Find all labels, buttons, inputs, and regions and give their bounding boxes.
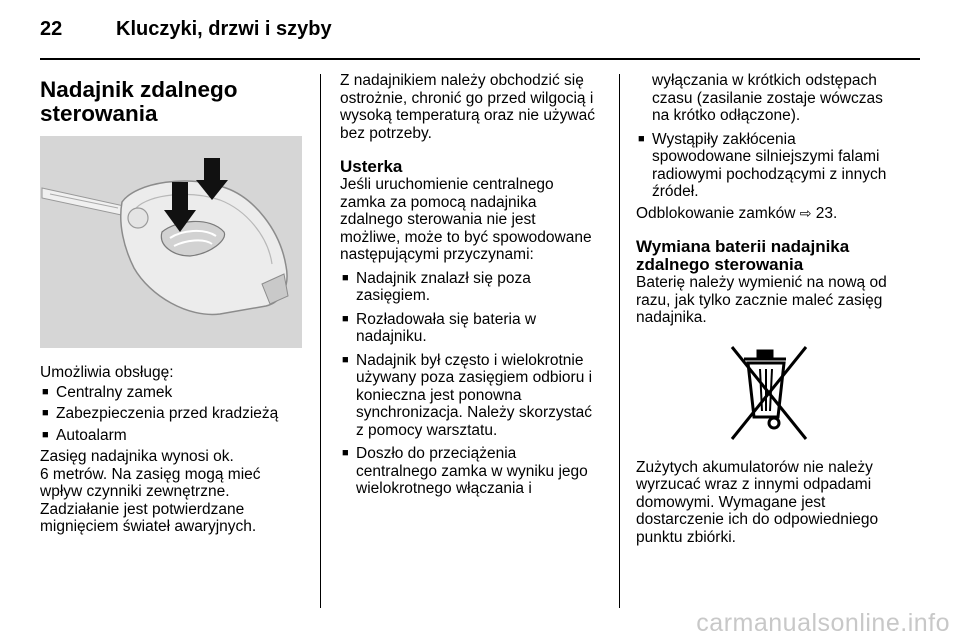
text-line: wpływ czynniki zewnętrzne.	[40, 483, 230, 500]
care-paragraph	[340, 72, 606, 142]
continued-list-text	[636, 72, 902, 125]
text-line: z pomocy warsztatu.	[356, 421, 498, 439]
text-line: wyrzucać wraz z innymi odpadami	[636, 476, 872, 493]
text-line: na krótko odłączone).	[652, 107, 801, 124]
fault-paragraph	[340, 176, 606, 264]
text-line: Nadajnik był często i wielokrotnie	[356, 351, 584, 369]
disposal-paragraph	[636, 459, 902, 547]
text-line: Zasięg nadajnika wynosi ok.	[40, 448, 234, 465]
text-line: Baterię należy wymienić na nową od	[636, 274, 887, 291]
intro-text: Umożliwia obsługę:	[40, 364, 174, 381]
text-line: mignięciem świateł awaryjnych.	[40, 518, 257, 535]
text-line: Rozładowała się bateria w	[356, 310, 537, 328]
battery-heading	[636, 238, 902, 274]
text-line: zdalnego sterowania nie jest	[340, 211, 536, 228]
weee-symbol	[714, 341, 824, 445]
text-line: konieczna jest ponowna	[356, 386, 522, 404]
section-title-line2: sterowania	[40, 101, 158, 126]
remote-key-illustration	[40, 136, 302, 348]
text-line: wysoką temperaturą oraz nie używać	[340, 107, 596, 124]
feature-list	[40, 384, 306, 445]
text-line: źródeł.	[652, 183, 699, 200]
list-item: ■ Autoalarm	[40, 427, 306, 445]
list-item	[340, 352, 606, 440]
text-line: 6 metrów. Na zasięg mogą mieć	[40, 465, 261, 483]
text-line: wielokrotnego włączania i	[356, 480, 532, 497]
fault-heading: Usterka	[340, 157, 403, 176]
chapter-title: Kluczyki, drzwi i szyby	[116, 18, 332, 40]
text-line: dostarczenie ich do odpowiedniego	[636, 511, 879, 528]
page-reference-link[interactable]: 23.	[815, 204, 838, 222]
text-line: domowymi. Wymagane jest	[636, 493, 826, 511]
list-item: ■ Centralny zamek	[40, 384, 306, 402]
text-line: Jeśli uruchomienie centralnego	[340, 176, 554, 193]
text-line: możliwe, może to być spowodowane	[340, 228, 592, 246]
text-line: zasięgiem.	[356, 287, 431, 304]
text-line: zamka za pomocą nadajnika	[340, 193, 537, 211]
text-line: ostrożnie, chronić go przed wilgocią i	[340, 89, 594, 107]
column-1	[40, 72, 306, 536]
list-item	[340, 311, 606, 346]
text-line: razu, jak tylko zacznie maleć zasięg	[636, 291, 883, 309]
list-item: ■ Zabezpieczenia przed kradzieżą	[40, 405, 306, 423]
header-rule	[40, 58, 920, 60]
text-line: punktu zbiórki.	[636, 528, 736, 546]
text-line: Wystąpiły zakłócenia	[652, 130, 796, 148]
text-line: Doszło do przeciążenia	[356, 445, 517, 462]
text-line: wyłączania w krótkich odstępach	[652, 72, 877, 89]
column-2	[340, 72, 606, 502]
column-divider-1	[320, 74, 321, 608]
list-item	[636, 131, 902, 201]
text-line: spowodowane silniejszymi falami	[652, 148, 880, 165]
crossed-bin-icon	[714, 341, 824, 445]
list-item	[340, 445, 606, 498]
text-line: Odblokowanie zamków	[636, 204, 796, 222]
list-item	[340, 270, 606, 305]
text-line: używany poza zasięgiem odbioru i	[356, 369, 593, 386]
heading-line: zdalnego sterowania	[636, 255, 804, 274]
fault-causes-list	[340, 270, 606, 498]
text-line: nadajniku.	[356, 328, 427, 345]
text-line: nadajnika.	[636, 309, 707, 326]
text-line: Nadajnik znalazł się poza	[356, 269, 531, 287]
range-paragraph	[40, 448, 306, 536]
text-line: Z nadajnikiem należy obchodzić się	[340, 72, 584, 89]
watermark: carmanualsonline.info	[696, 609, 950, 637]
page-number: 22	[40, 18, 63, 40]
text-line: czasu (zasilanie zostaje wówczas	[652, 89, 883, 107]
remote-key-image	[40, 136, 302, 348]
text-line: synchronizacja. Należy skorzystać	[356, 404, 593, 421]
interference-list	[636, 131, 902, 201]
text-line: centralnego zamka w wyniku jego	[356, 462, 588, 480]
column-divider-2	[619, 74, 620, 608]
column-3	[636, 72, 902, 546]
section-title-line1: Nadajnik zdalnego	[40, 77, 238, 102]
text-line: Zadziałanie jest potwierdzane	[40, 500, 245, 518]
section-title	[40, 78, 306, 126]
text-line: Zużytych akumulatorów nie należy	[636, 458, 873, 476]
heading-line: Wymiana baterii nadajnika	[636, 237, 850, 256]
text-line: bez potrzeby.	[340, 124, 432, 142]
unlock-reference	[636, 205, 902, 223]
battery-paragraph	[636, 274, 902, 327]
text-line: następującymi przyczynami:	[340, 246, 534, 263]
text-line: radiowymi pochodzącymi z innych	[652, 165, 887, 183]
page-reference-arrow-icon: ⇨	[799, 204, 812, 221]
